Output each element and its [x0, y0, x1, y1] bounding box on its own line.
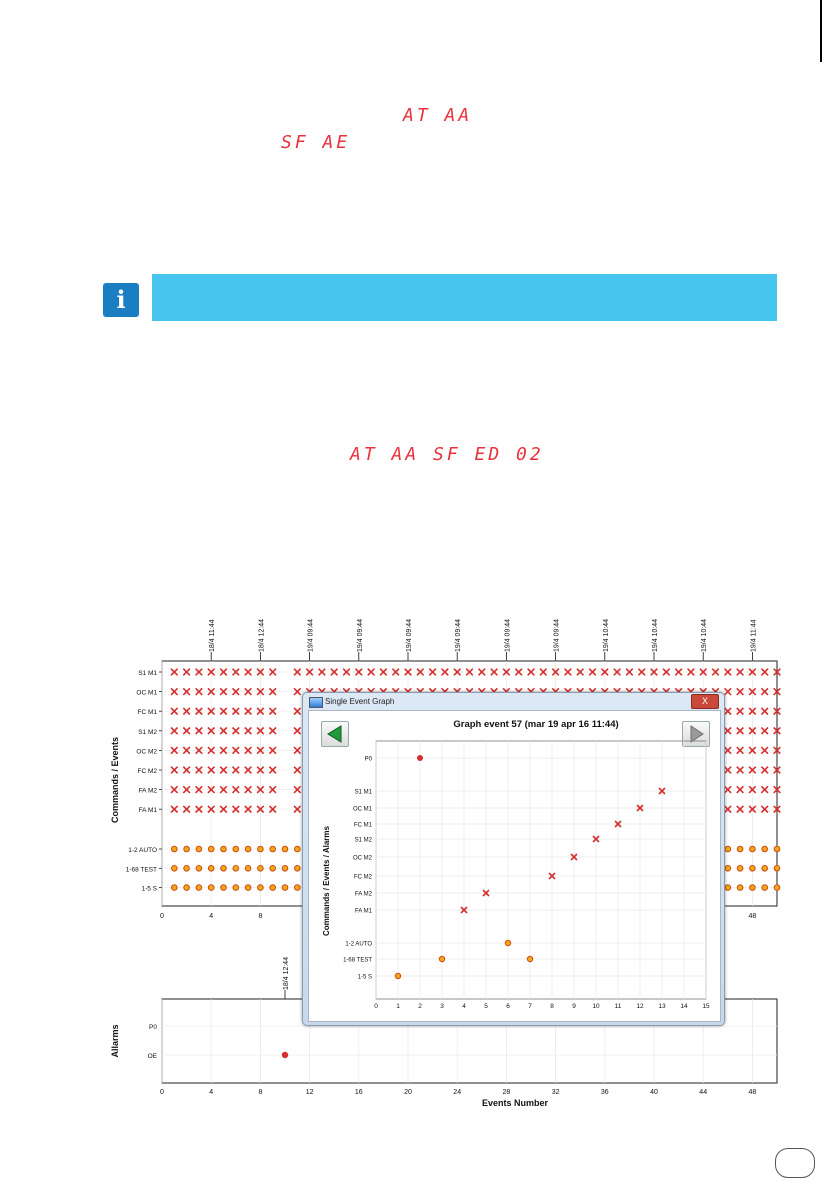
timestamp-label: 19/4 09:44 — [406, 618, 413, 652]
x-tick-label: 48 — [748, 1089, 757, 1096]
y-tick-label: 1-5 S — [357, 974, 372, 981]
timestamp-label: 19/4 09:44 — [504, 618, 512, 652]
command-circle-marker — [762, 846, 768, 852]
command-circle-marker — [233, 885, 239, 891]
command-circle-marker — [737, 885, 743, 891]
display-readout-2: SF AE — [281, 132, 351, 153]
single-event-chart — [309, 711, 720, 1021]
y-tick-label: 1-2 AUTO — [345, 941, 372, 948]
x-tick-label: 44 — [699, 1089, 708, 1096]
command-circle-marker — [208, 866, 214, 872]
x-tick-label: 3 — [440, 1003, 444, 1010]
command-circle-marker — [762, 885, 768, 891]
x-tick-label: 7 — [528, 1003, 532, 1010]
command-circle-marker — [750, 885, 756, 891]
x-tick-label: 11 — [614, 1003, 622, 1010]
command-circle-marker — [270, 866, 276, 872]
command-circle-marker — [208, 846, 214, 852]
window-title: Single Event Graph — [325, 697, 395, 706]
y-tick-label: OC M2 — [136, 748, 157, 756]
timestamp-label: 19/4 11:44 — [750, 619, 758, 652]
command-circle-marker — [774, 866, 780, 872]
x-tick-label: 14 — [680, 1003, 688, 1010]
y-tick-label: S1 M2 — [354, 837, 372, 844]
x-tick-label: 24 — [453, 1089, 462, 1096]
alarm-dot-marker — [282, 1052, 288, 1058]
alarm-y-axis-label: Allarms — [110, 1024, 120, 1058]
command-circle-marker — [221, 866, 227, 872]
command-circle-marker — [762, 866, 768, 872]
x-tick-label: 40 — [650, 1089, 658, 1096]
y-tick-label: 1-68 TEST — [125, 866, 157, 874]
x-tick-label: 4 — [462, 1003, 466, 1010]
x-tick-label: 28 — [502, 1089, 511, 1096]
command-circle-marker — [245, 885, 251, 891]
command-circle-marker — [737, 866, 743, 872]
x-tick-label: 8 — [258, 1089, 263, 1096]
x-tick-label: 8 — [258, 913, 263, 920]
command-circle-marker — [295, 885, 301, 891]
display-readout-3: AT AA SF ED 02 — [350, 444, 544, 465]
command-circle-marker — [282, 846, 288, 852]
timestamp-label: 19/4 09:44 — [307, 618, 315, 652]
y-tick-label: OC M2 — [352, 855, 372, 862]
alarm-dot-marker — [417, 755, 423, 761]
command-circle-marker — [750, 866, 756, 872]
command-circle-marker — [233, 866, 239, 872]
command-circle-marker — [196, 846, 202, 852]
timestamp-label: 19/4 10:44 — [602, 618, 610, 652]
x-tick-label: 32 — [551, 1089, 560, 1096]
command-circle-marker — [505, 940, 510, 945]
x-tick-label: 0 — [160, 913, 164, 920]
command-circle-marker — [750, 846, 756, 852]
info-icon: i — [103, 283, 139, 317]
x-tick-label: 36 — [600, 1089, 609, 1096]
x-tick-label: 0 — [160, 1089, 164, 1096]
command-circle-marker — [774, 885, 780, 891]
x-tick-label: 15 — [702, 1003, 710, 1010]
page-number-badge — [775, 1148, 815, 1178]
command-circle-marker — [172, 885, 178, 891]
timestamp-label: 18/4 12:44 — [283, 956, 290, 990]
timestamp-label: 19/4 10:44 — [701, 618, 709, 652]
timestamp-label: 18/4 11:44 — [209, 619, 217, 652]
command-circle-marker — [725, 885, 731, 891]
y-axis-label: Commands / Events / Alarms — [322, 826, 331, 936]
command-circle-marker — [245, 846, 251, 852]
x-tick-label: 0 — [374, 1003, 378, 1010]
x-tick-label: 6 — [506, 1003, 510, 1010]
y-tick-label: 1-2 AUTO — [128, 847, 157, 854]
y-tick-label: 1-68 TEST — [343, 957, 372, 964]
x-tick-label: 4 — [209, 913, 214, 920]
command-circle-marker — [282, 866, 288, 872]
command-circle-marker — [221, 846, 227, 852]
x-axis-label: Events Number — [481, 1098, 549, 1108]
command-circle-marker — [527, 956, 532, 961]
command-circle-marker — [295, 846, 301, 852]
command-circle-marker — [233, 846, 239, 852]
command-circle-marker — [172, 846, 178, 852]
x-tick-label: 9 — [572, 1003, 576, 1010]
y-tick-label: P0 — [149, 1024, 157, 1031]
x-tick-label: 2 — [418, 1003, 422, 1010]
command-circle-marker — [282, 885, 288, 891]
y-tick-label: P0 — [364, 756, 372, 763]
display-readout-1: AT AA — [403, 105, 473, 126]
x-tick-label: 4 — [209, 1089, 214, 1096]
y-tick-label: S1 M1 — [354, 789, 372, 796]
y-tick-label: FA M1 — [354, 908, 372, 915]
plot-frame — [376, 741, 706, 999]
dialog-body — [308, 710, 721, 1022]
command-circle-marker — [258, 866, 264, 872]
close-button[interactable]: X — [691, 694, 719, 709]
timestamp-label: 19/4 09:44 — [455, 618, 463, 652]
x-tick-label: 12 — [636, 1003, 644, 1010]
command-circle-marker — [221, 885, 227, 891]
x-tick-label: 16 — [354, 1089, 363, 1096]
x-tick-label: 8 — [550, 1003, 554, 1010]
x-tick-label: 48 — [748, 913, 757, 920]
command-circle-marker — [258, 885, 264, 891]
command-circle-marker — [208, 885, 214, 891]
command-circle-marker — [439, 956, 444, 961]
y-tick-label: OE — [147, 1053, 157, 1060]
y-tick-label: FA M2 — [354, 891, 372, 898]
x-tick-label: 13 — [658, 1003, 666, 1010]
x-tick-label: 20 — [404, 1089, 412, 1096]
command-circle-marker — [196, 885, 202, 891]
command-circle-marker — [737, 846, 743, 852]
y-tick-label: OC M1 — [352, 806, 372, 813]
y-tick-label: FC M1 — [137, 709, 157, 717]
x-tick-label: 5 — [484, 1003, 488, 1010]
single-event-graph-window[interactable] — [302, 692, 725, 1026]
chart-title: Graph event 57 (mar 19 apr 16 11:44) — [453, 719, 619, 730]
y-tick-label: S1 M2 — [138, 728, 157, 736]
command-circle-marker — [172, 866, 178, 872]
command-circle-marker — [184, 866, 190, 872]
y-tick-label: FA M2 — [138, 787, 157, 795]
command-circle-marker — [774, 846, 780, 852]
x-tick-label: 12 — [305, 1089, 314, 1096]
timestamp-label: 19/4 10:44 — [652, 618, 659, 652]
app-icon — [309, 697, 323, 708]
command-circle-marker — [184, 885, 190, 891]
y-tick-label: FC M2 — [354, 874, 372, 881]
x-tick-label: 1 — [396, 1003, 400, 1010]
y-tick-label: OC M1 — [136, 689, 157, 697]
y-tick-label: FC M2 — [137, 768, 157, 775]
command-circle-marker — [395, 973, 400, 978]
y-tick-label: FA M1 — [138, 807, 157, 815]
x-tick-label: 10 — [592, 1003, 600, 1010]
y-axis-label: Commands / Events — [110, 736, 120, 824]
y-tick-label: S1 M1 — [138, 670, 157, 677]
command-circle-marker — [270, 885, 276, 891]
command-circle-marker — [245, 866, 251, 872]
y-tick-label: 1-5 S — [141, 885, 157, 893]
y-tick-label: FC M1 — [354, 822, 372, 829]
command-circle-marker — [725, 866, 731, 872]
timestamp-label: 18/4 12:44 — [258, 618, 266, 652]
command-circle-marker — [258, 846, 264, 852]
timestamp-label: 19/4 09:44 — [553, 618, 561, 652]
command-circle-marker — [270, 846, 276, 852]
command-circle-marker — [725, 846, 731, 852]
timestamp-label: 19/4 09:44 — [356, 618, 364, 652]
command-circle-marker — [196, 866, 202, 872]
command-circle-marker — [295, 866, 301, 872]
command-circle-marker — [184, 846, 190, 852]
